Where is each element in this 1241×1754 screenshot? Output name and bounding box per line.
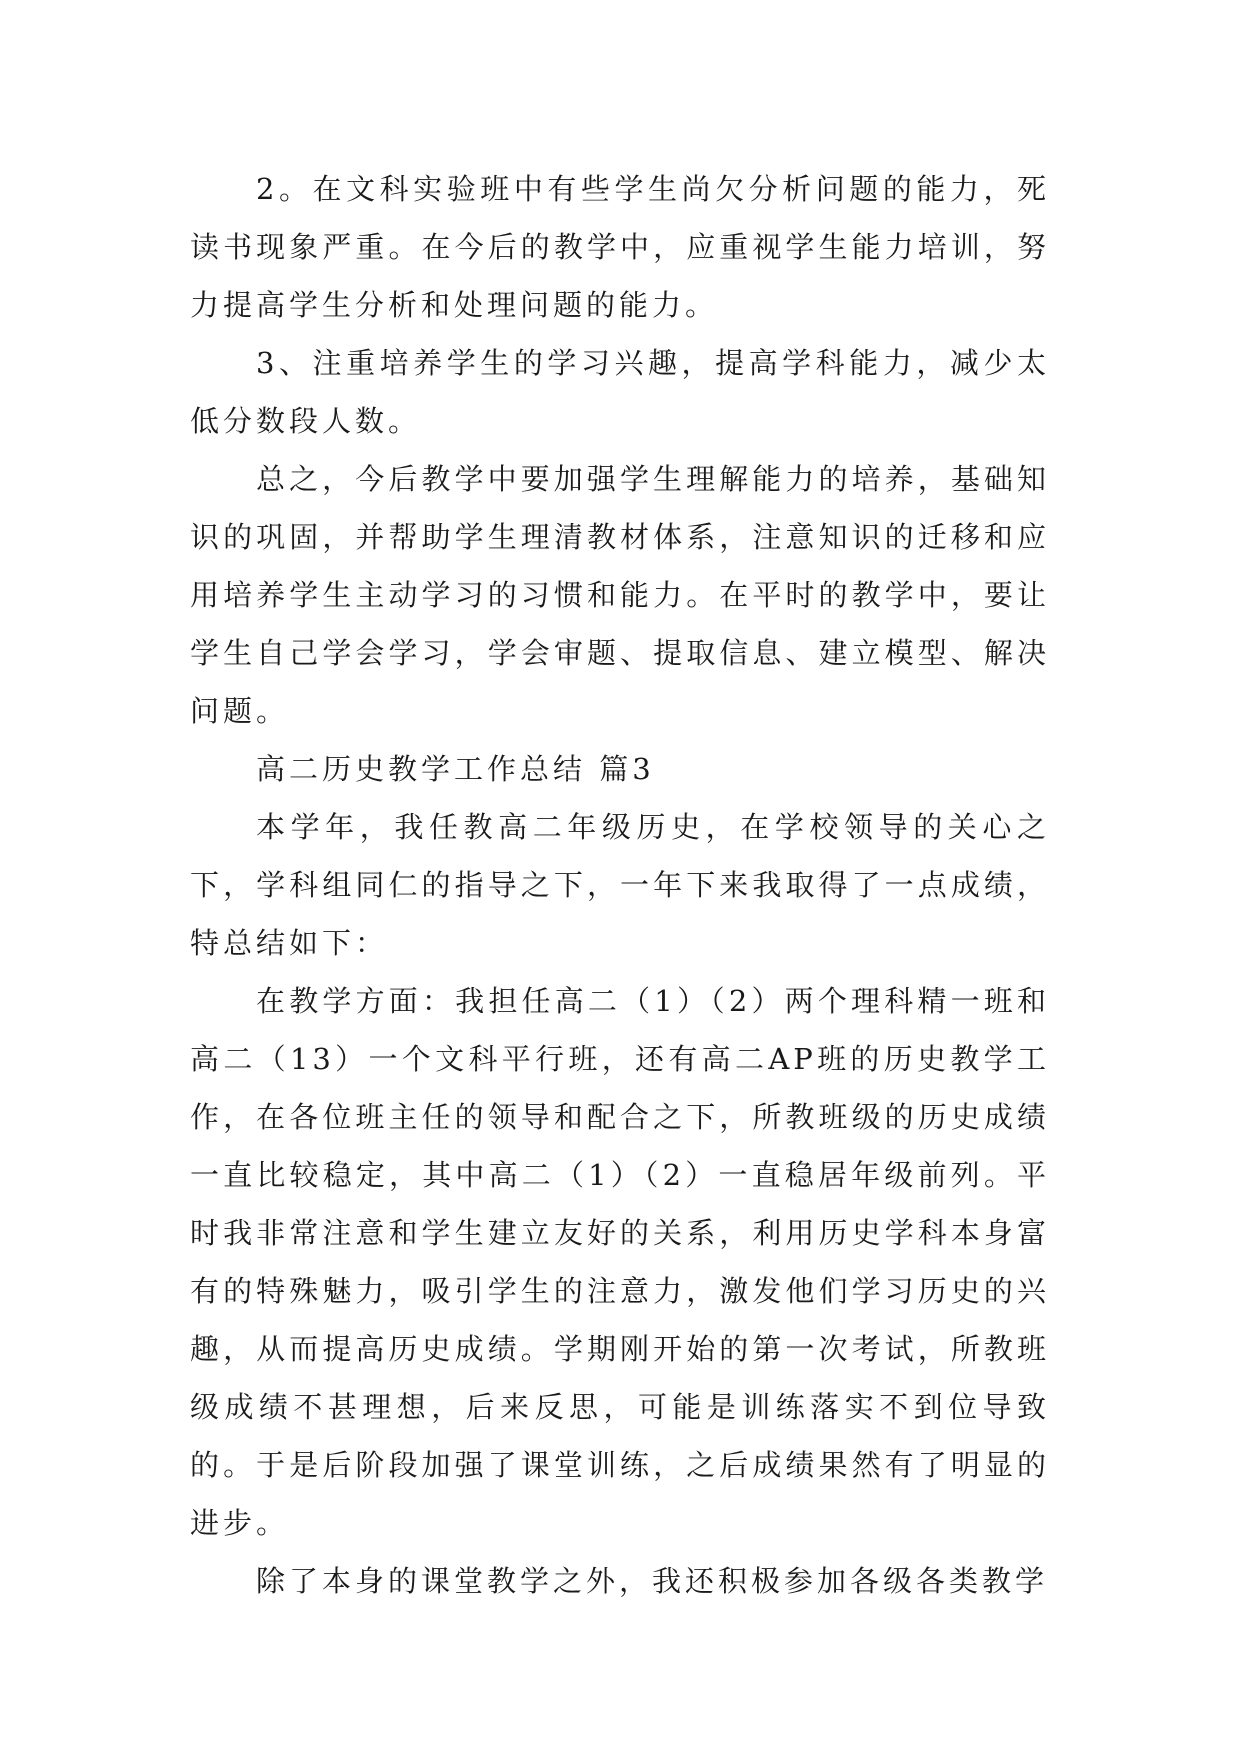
paragraph-teaching: 在教学方面：我担任高二（1）（2）两个理科精一班和高二（13）一个文科平行班，还有高二AP班的历史教学工作，在各位班主任的领导和配合之下，所教班级的历史成绩一直比较稳定，其中高二（1）（2）一直稳居年级前列。平时我非常注意和学生建立友好的关系，利用历史学科本身富有的特殊魅力，吸引学生的注意力，激发他们学习历史的兴趣，从而提高历史成绩。学期刚开始的第一次考试，所教班级成绩不甚理想，后来反思，可能是训练落实不到位导致的。于是后阶段加强了课堂训练，之后成绩果然有了明显的进步。 <box>190 984 1050 1540</box>
section-heading: 高二历史教学工作总结 篇3 <box>256 752 655 786</box>
document-body <box>190 160 1050 1610</box>
paragraph-intro: 本学年，我任教高二年级历史，在学校领导的关心之下，学科组同仁的指导之下，一年下来我取得了一点成绩，特总结如下： <box>190 810 1050 960</box>
paragraph-point-2: 2。在文科实验班中有些学生尚欠分析问题的能力，死读书现象严重。在今后的教学中，应重视学生能力培训，努力提高学生分析和处理问题的能力。 <box>190 172 1050 322</box>
paragraph-point-3: 3、注重培养学生的学习兴趣，提高学科能力，减少太低分数段人数。 <box>190 346 1050 438</box>
paragraph-activities: 除了本身的课堂教学之外，我还积极参加各级各类教学 <box>256 1564 1049 1598</box>
paragraph-summary: 总之，今后教学中要加强学生理解能力的培养，基础知识的巩固，并帮助学生理清教材体系，注意知识的迁移和应用培养学生主动学习的习惯和能力。在平时的教学中，要让学生自己学会学习，学会审题、提取信息、建立模型、解决问题。 <box>190 462 1050 728</box>
